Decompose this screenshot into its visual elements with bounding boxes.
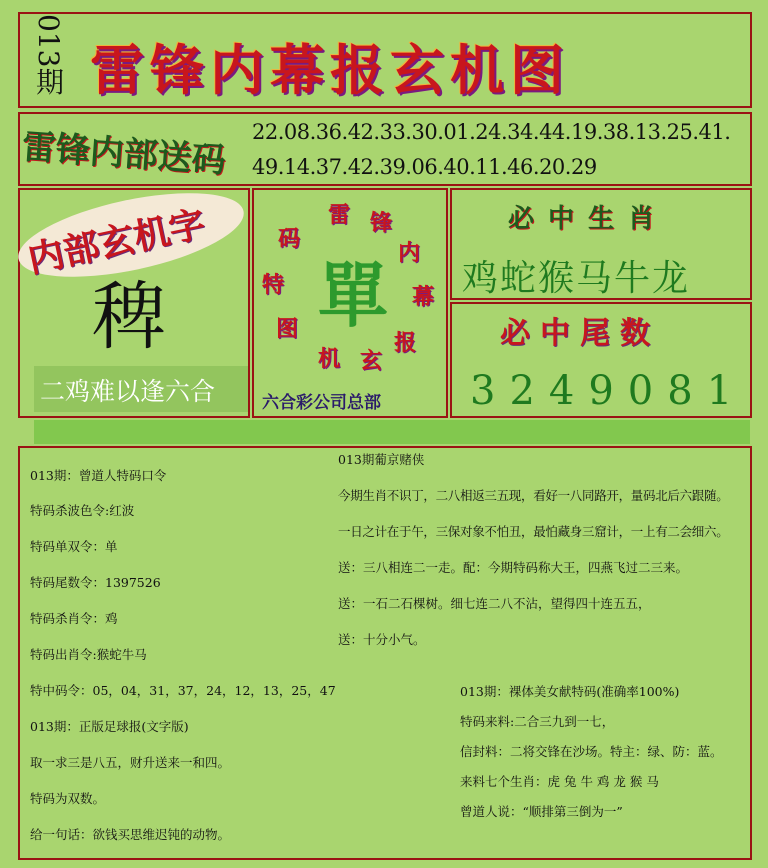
codes-label: 雷锋内部送码 [20,126,227,182]
left-line-3: 特码单双令：单 [30,539,118,554]
ring-char-6: 玄 [360,348,383,374]
left-line-11: 给一句话：欲钱买思维迟钝的动物。 [30,827,231,842]
left-line-8: 013期：正版足球报(文字版) [30,719,189,734]
page-title: 雷锋内幕报玄机图 [90,38,570,102]
right-top-line-6: 送：十分小气。 [338,632,426,647]
center-footer: 六合彩公司总部 [262,393,381,413]
right-top-line-4: 送：三八相连二一走。配：今期特码称大王，四燕飞过二三来。 [338,560,689,575]
ring-char-8: 图 [276,316,299,342]
right-bottom-line-5: 曾道人说：“顺排第三倒为一” [460,804,623,819]
left-line-9: 取一求三是八五，财升送来一和四。 [30,755,231,770]
right-bottom-line-1: 013期：裸体美女献特码(准确率100%) [460,684,680,699]
left-line-1: 013期：曾道人特码口令 [30,468,167,483]
ring-char-1: 雷 [328,202,351,228]
riddle-caption: 二鸡难以逢六合 [40,377,216,406]
ring-char-10: 码 [278,226,301,252]
zodiac-label: 必中生肖 [508,204,669,234]
left-line-10: 特码为双数。 [30,791,106,806]
ring-char-5: 报 [394,330,417,356]
left-line-5: 特码杀肖令：鸡 [30,611,118,626]
right-bottom-line-4: 来料七个生肖：虎 兔 牛 鸡 龙 猴 马 [460,774,659,789]
codes-line-2: 49.14.37.42.39.06.40.11.46.20.29 [252,155,597,179]
ring-char-2: 锋 [370,210,393,236]
left-line-6: 特码出肖令:猴蛇牛马 [30,647,147,662]
ring-char-9: 特 [262,272,285,298]
issue-label: 013期 [32,14,65,96]
ring-char-4: 幕 [412,284,435,310]
riddle-badge: 内部玄机字 [24,202,209,282]
codes-line-1: 22.08.36.42.33.30.01.24.34.44.19.38.13.25.41. [252,120,731,144]
left-line-2: 特码杀波色令:红波 [30,503,135,518]
ring-char-7: 机 [318,346,341,372]
tail-digits: 3249081 [470,368,747,414]
right-bottom-line-2: 特码来料:二合三九到一七， [460,714,615,729]
zodiac-animals: 鸡蛇猴马牛龙 [462,258,691,299]
tail-label: 必中尾数 [500,316,660,351]
right-bottom-line-3: 信封料：二将交锋在沙场。特主：绿、防：蓝。 [460,744,723,759]
riddle-character: 稗 [92,274,166,360]
left-line-4: 特码尾数令：1397526 [30,575,161,590]
right-top-line-2: 今期生肖不识丁，二八相返三五现，看好一八同路开，量码北后六跟随。 [338,488,729,503]
right-top-line-1: 013期葡京赌侠 [338,452,425,467]
left-line-7: 特中码令：05，04，31，37，24，12，13，25，47 [30,683,336,698]
center-big-char: 單 [318,254,388,337]
right-top-line-3: 一日之计在于午，三保对象不怕丑，最怕藏身三窟计，一上有二会细六。 [338,524,729,539]
ring-char-3: 内 [398,240,421,266]
separator-strip [34,420,750,444]
right-top-line-5: 送：一石二石棵树。细七连二八不沾，望得四十连五五， [338,596,651,611]
